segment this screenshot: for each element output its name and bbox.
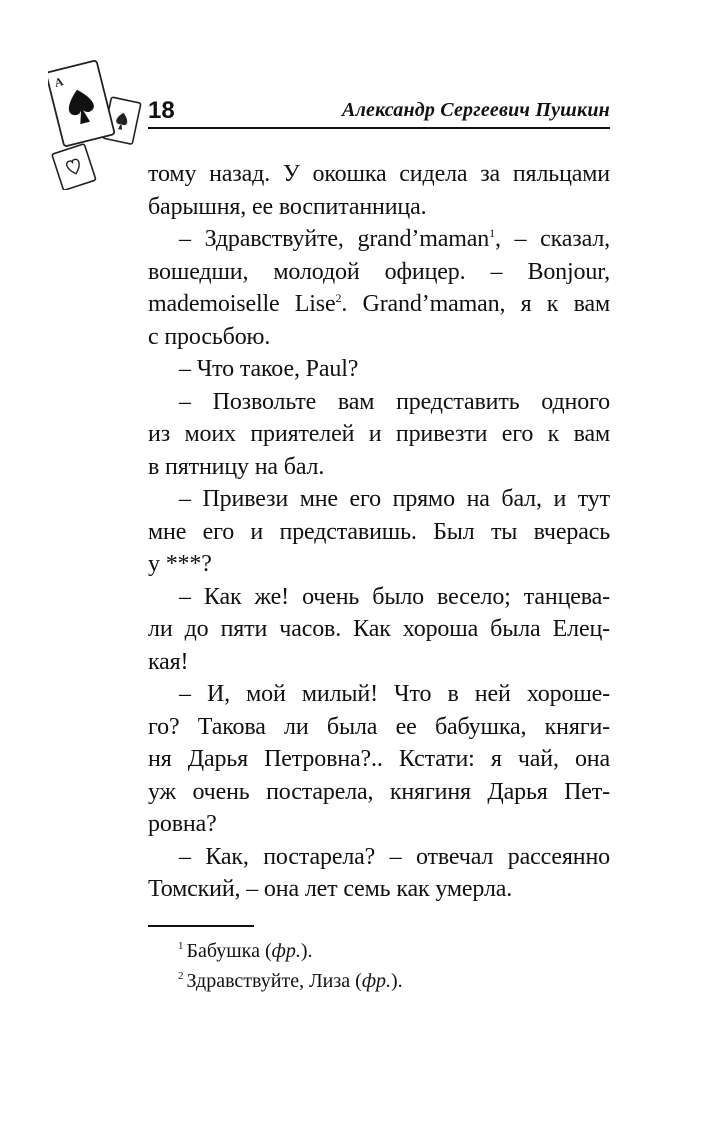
text-line: – Позвольте вам представить одного bbox=[179, 388, 610, 415]
text-line: тому назад. У окошка сидела за пяльцами bbox=[148, 161, 610, 187]
page-number: 18 bbox=[148, 97, 175, 124]
text-line: в пятницу на бал. bbox=[148, 453, 325, 480]
running-head bbox=[148, 95, 610, 129]
text-line: ли до пяти часов. Как хороша была Елец- bbox=[148, 616, 610, 642]
text-line: мне его и представишь. Был ты вчерась bbox=[148, 518, 610, 545]
text-line: из моих приятелей и привезти его к вам bbox=[148, 421, 610, 447]
main-text bbox=[148, 158, 610, 906]
text-line: го? Такова ли была ее бабушка, княги- bbox=[148, 713, 610, 740]
playing-cards-icon bbox=[48, 55, 148, 190]
text-line: – И, мой милый! Что в ней хороше- bbox=[179, 681, 610, 707]
footnote-ref: 1 bbox=[489, 226, 495, 240]
footnote-2: $^2$ Здравствуйте, Лиза (фр.). bbox=[178, 970, 403, 992]
text-line: ровна? bbox=[148, 811, 217, 837]
text-line: кая! bbox=[148, 648, 189, 675]
text-line: уж очень постарела, княгиня Дарья Пет- bbox=[148, 778, 610, 805]
text-line: – Здравствуйте, grand’maman$^1$, – сказал, bbox=[179, 226, 610, 252]
text-line: – Как, постарела? – отвечал рассеянно bbox=[179, 843, 610, 870]
text-line: mademoiselle Lise$^2$. Grand’maman, я к вам bbox=[148, 291, 611, 317]
text-line: барышня, ее воспитанница. bbox=[148, 193, 427, 220]
text-line: с просьбою. bbox=[148, 323, 271, 350]
text-line: ня Дарья Петровна?.. Кстати: я чай, она bbox=[148, 746, 610, 772]
footnotes bbox=[178, 936, 608, 996]
book-author: Александр Сергеевич Пушкин bbox=[342, 99, 610, 121]
footnote-ref: 2 bbox=[335, 291, 342, 305]
text-line: у ***? bbox=[148, 551, 212, 577]
text-line: вошедши, молодой офицер. – Bonjour, bbox=[148, 258, 610, 285]
text-line: – Как же! очень было весело; танцева- bbox=[179, 583, 610, 610]
text-line: – Привези мне его прямо на бал, и тут bbox=[179, 486, 610, 512]
svg-text:A: A bbox=[52, 74, 65, 90]
footnote-1: $^1$ Бабушка (фр.). bbox=[178, 940, 313, 962]
text-line: – Что такое, Paul? bbox=[179, 356, 359, 382]
footnote-divider bbox=[148, 925, 254, 927]
text-line: Томский, – она лет семь как умерла. bbox=[148, 876, 513, 902]
